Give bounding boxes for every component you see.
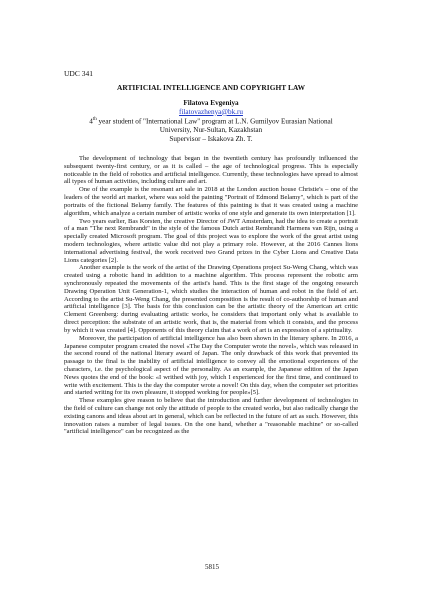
author-email-link[interactable]: filatovazhenya@bk.ru [179,107,243,116]
author-affiliation-line1: 4th year student of "International Law" program at L.N. Gumilyov Eurasian National [89,117,333,126]
author-affiliation-line2: University, Nur-Sultan, Kazakhstan [159,126,263,135]
body-paragraph: The development of technology that began in the twentieth century has profoundly influenced the subsequent twenty-first century, or as it is called – the age of technological progress. This is especially noticeable in the field of robotics and artificial intelligence. Currently, these technologies have spread to almost all types of human activities, including culture and art. [64,155,358,186]
supervisor-line: Supervisor – Iskakova Zh. T. [169,134,253,143]
body-paragraph: These examples give reason to believe that the introduction and further development of technologies in the field of culture can change not only the attitude of people to the created works, but also radically change the existing canons and ideas about art in general, which can be reflected in the future of art as such. However, this innovation raises a number of legal issues. On the one hand, whether a "reasonable machine" or so-called "artificial intelligence" can be recognized as the [64,397,358,436]
body-paragraph: One of the example is the resonant art sale in 2018 at the London auction house Christie's – one of the leaders of the world art market, where was sold the painting "Portrait of Edmond Belamy", which is part of the portraits of the fictional Belamy family. The features of this painting is that it was created using a machine algorithm, which analyze a certain number of artistic works of one style and generate its own interpretation [1]. [64,186,358,217]
body-paragraph: Two years earlier, Bas Korsten, the creative Director of JWT Amsterdam, had the idea to create a portrait of a man "The next Rembrandt" in the style of the famous Dutch artist Rembrandt Harmens van Rijn, using a specially created Microsoft program. The goal of this project was to explore the work of the great artist using modern technologies, where artistic value did not play a primary role. However, at the 2016 Cannes lions international advertising festival, the work received two Grand prizes in the Cyber Lions and Creative Data Lions categories [2]. [64,217,358,264]
body-paragraph: Moreover, the participation of artificial intelligence has also been shown in the literary sphere. In 2016, a Japanese computer program created the novel «The Day the Computer wrote the novel», which was released in the second round of the national literary award of Japan. The only drawback of this work that prevented its passage to the final is the inability of artificial intelligence to convey all the emotional experiences of the characters, i.e. the psychological aspect of the personality. As an example, the Japanese edition of the Japan News quotes the end of the book: «I writhed with joy, which I experienced for the first time, and continued to write with excitement. This is the day the computer wrote a novel! On this day, when the computer set priorities and started writing for its own pleasure, it stopped working for people»[5]. [64,334,358,397]
author-name: Filatova Evgeniya [183,99,239,107]
page-number: 5815 [205,563,219,571]
body-paragraph: Another example is the work of the artist of the Drawing Operations project Su-Weng Chang, which was created using a robotic hand in addition to a machine algorithm. This process represent the robotic arm synchronously repeated the movements of the artist's hand. This is the first stage of the ongoing research Drawing Operation Unit Generation-1, which studies the interaction of human and robot in the field of art. According to the artist Su-Weng Chang, the presented composition is the result of co-authorship of human and artificial intelligence [3]. The basis for this conclusion can be the artistic theory of the American art critic Clement Greenberg: during evaluating artistic works, he considers that important only what is available to direct perception: the substrate of an artistic work, that is, the material from which it consists, and the process by which it was created [4]. Opponents of this theory claim that a work of art is an expression of a spirituality. [64,264,358,334]
author-block [64,99,358,143]
article-title: ARTIFICIAL INTELLIGENCE AND COPYRIGHT LAW [116,83,306,92]
udc-code: UDC 341 [64,69,93,78]
article-body [64,155,358,436]
